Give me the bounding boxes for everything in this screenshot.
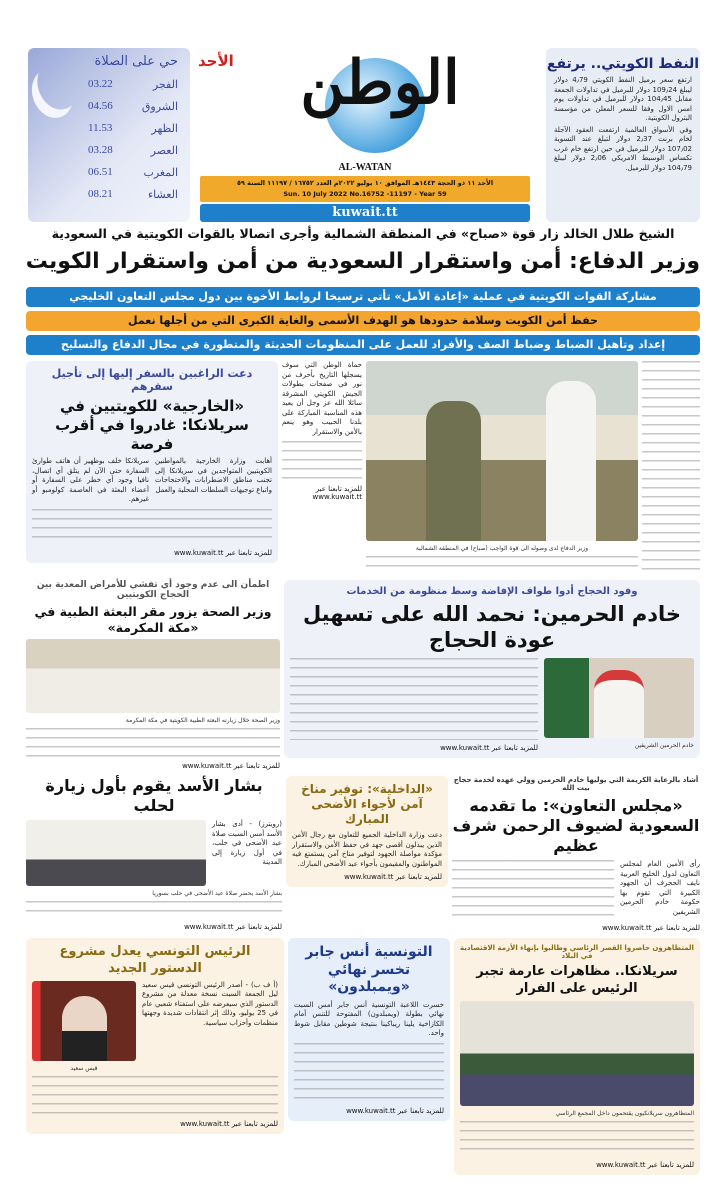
lead-body: حماة الوطن التي سوف يسجلها التاريخ بأحرف من نور في صفحات بطولات الجيش الكويتي المشرقة سائلا الله عز وجل أن يعيد هذه المناسبة المباركة على بلدنا الحبيب وهو ينعم بالأمن والاستقرار [282,361,362,436]
kicker: المتظاهرون حاصروا القصر الرئاسي وطالبوا بإنهاء الأزمة الاقتصادية في البلاد [460,944,694,961]
lead-kicker: الشيخ طلال الخالد زار قوة «صباح» في المنطقة الشمالية وأجرى اتصالا بالقوات الكويتية في السعودية [51,226,675,241]
lead-text-column [282,361,362,501]
body-lines [460,1121,694,1157]
prayer-time: 06.51 [88,166,113,178]
prayer-row [88,122,178,135]
hajj-photo-block [544,658,694,749]
prayer-title: حي على الصلاة [94,54,178,69]
body: (أ ف ب) - أصدر الرئيس التونسي قيس سعيد ليل الجمعة السبت نسخة معدلة من مشروع الدستور الذي سيعرضه على استفتاء شعبي عام في 25 يوليو، وذلك إثر انتقادات شديدة وجهتها منظمات وأحزاب سياسية. [142,980,279,1027]
prayer-name: العصر [150,145,178,157]
body-lines [294,1043,444,1103]
more-link[interactable]: للمزيد تابعنا عبر www.kuwait.tt [180,1119,278,1128]
lead-more-link[interactable]: للمزيد تابعنا عبر www.kuwait.tt [312,485,362,501]
lead-caption: وزير الدفاع لدى وصوله الى قوة الواجب (صباح) في المنطقة الشمالية [415,545,589,552]
protests-article [454,938,700,1175]
headline[interactable]: «الداخلية»: توفير مناخ آمن لأجواء الأضحى المبارك [301,782,433,827]
hajj-content [290,658,694,752]
headline[interactable]: «الخارجية» للكويتيين في سريلانكا: غادروا في أقرب فرصة [55,397,249,453]
more-link[interactable]: للمزيد تابعنا عبر www.kuwait.tt [596,1160,694,1169]
assad-photo [26,820,206,886]
caption: وزير الصحة خلال زيارته البعثة الطبية الكويتية في مكة المكرمة [125,717,280,725]
hajj-article [284,580,700,758]
lead-photo [366,361,638,541]
headline[interactable]: «مجلس التعاون»: ما تقدمه السعودية لضيوف الرحمن شرف عظيم [452,796,700,856]
headline[interactable]: بشار الأسد يقوم بأول زيارة لحلب [45,776,263,816]
tunisia-article [26,938,284,1134]
lead-body-column [642,361,700,571]
gcc-content [452,860,700,920]
kicker: أشاد بالرعاية الكريمة التي يوليها خادم الحرمين وولي عهده لخدمة حجاج بيت الله [453,776,699,793]
more-link[interactable]: للمزيد تابعنا عبر www.kuwait.tt [182,762,280,771]
oil-title: النفط الكويتي.. يرتفع [546,56,700,72]
prayer-times-box [28,48,190,222]
body: خسرت اللاعبة التونسية أنس جابر أمس السبت نهائي بطولة (ويمبلدون) المفتوحة للتنس أمام الكازاخية يلينا ريباكينا بنتيجة شوطين مقابل شوط واحد. [294,1000,444,1038]
prayer-row [88,78,178,91]
prayer-time: 08.21 [88,188,113,200]
assad-content [26,820,282,886]
king-photo [544,658,694,738]
prayer-time: 03.22 [88,78,113,90]
page-body [26,226,700,1183]
body: سريلانكا خلف بوظهير أن هاتف طوارئ السفارة حتى الآن لم يتلق أي اتصال، نافيا وجود أي خطر على السفارة أو أعضاء البعثة في العاصمة كولومبو أو غيرهم. [32,457,149,504]
hajj-text [290,658,538,752]
weekday-label: الأحد [198,52,234,70]
jabeur-article [288,938,450,1121]
caption: المتظاهرون سريلانكيون يقتحمون داخل المجمع الرئاسي [555,1109,694,1117]
body-lines [26,728,280,758]
headline[interactable]: وزير الصحة يزور مقر البعثة الطبية في «مكة المكرمة» [34,604,272,635]
crescent-moon-icon [31,55,86,116]
health-article [26,580,280,770]
kicker: دعت الراغبين بالسفر إليها إلى تأجيل سفرهم [51,367,253,393]
tunisia-photo-block [32,981,136,1072]
oil-paragraph: وفي الأسواق العالمية ارتفعت العقود الآجلة لخام برنت 2٫37 دولار لتبلغ عند التسوية 107٫02 دولار للبرميل في حين ارتفع خام غرب تكساس الوسيط الامريكي 2٫06 دولار ليبلغ 104٫79 دولار للبرميل. [554,125,693,172]
date-bar [200,176,530,202]
body-lines [290,658,538,740]
lead-band-3: إعداد وتأهيل الضباط وضباط الصف والأفراد للعمل على المنظومات الحديثة والمتطورة في مجال الدفاع والتسليح [26,335,700,355]
body: رأى الأمين العام لمجلس التعاون لدول الخليج العربية نايف الحجرف أن الجهود الكبيرة التي تقوم بها حكومة خادم الحرمين الشريفين [620,860,700,916]
oil-paragraph: ارتفع سعر برميل النفط الكويتي 4٫79 دولار ليبلغ 109٫24 دولار للبرميل في تداولات الجمعة مقابل 104٫45 دولار للبرميل في تداولات يوم امس الاول وفقا للسعر المعلن من مؤسسة البترول الكويتية. [554,76,692,122]
headline[interactable]: الرئيس التونسي يعدل مشروع الدستور الجديد [59,944,251,976]
prayer-name: العشاء [147,189,178,201]
more-link[interactable]: للمزيد تابعنا عبر www.kuwait.tt [440,743,538,752]
minister-figure [546,381,596,541]
date-arabic: الأحد ١١ ذو الحجة ١٤٤٣هـ الموافق ١٠ يوليو ٢٠٢٢م العدد ١٦٧٥٢ / ١١١٩٧ السنة ٥٩ [236,179,494,187]
more-link[interactable]: للمزيد تابعنا عبر www.kuwait.tt [344,873,442,882]
srilanka-advice-article [26,361,278,563]
king-figure [594,670,644,738]
more-link[interactable]: للمزيد تابعنا عبر www.kuwait.tt [602,924,700,933]
lead-band-2: حفظ أمن الكويت وسلامة حدودها هو الهدف الأسمى والغاية الكبرى التي من أجلها نعمل [26,311,700,331]
lead-body-lines [282,441,362,481]
body-lines [32,1076,278,1116]
lead-body-lines [366,556,638,574]
prayer-name: الظهر [151,123,178,135]
prayer-row [88,188,178,201]
body: دعت وزارة الداخلية الجميع للتعاون مع رجال الأمن الذين يبذلون أقصى جهد في حفظ الأمن والاستقرار مؤكدة مواصلة الجهود لتوفير مناخ آمن يستمتع فيه المواطنون والمقيمون بأجواء عيد الأضحى المبارك. [292,831,442,868]
headline[interactable]: خادم الحرمين: نحمد الله على تسهيل عودة الحجاج [302,602,682,653]
lead-photo-block [366,361,638,574]
body: (رويترز) - أدى بشار الأسد أمس السبت صلاة عيد الأضحى في حلب، في أول زيارة إلى المدينة [212,820,282,867]
gcc-article [452,776,700,932]
assad-caption: بشار الأسد يحضر صلاة عيد الأضحى في حلب بسوريا [152,890,282,898]
prayer-name: الشروق [141,101,178,113]
logo-text: الوطن [300,48,460,118]
caption: قيس سعيد [70,1064,98,1072]
prayer-row [88,166,178,179]
prayer-time: 03.28 [88,144,113,156]
body-lines [32,509,272,545]
assad-more-link[interactable]: للمزيد تابعنا عبر www.kuwait.tt [184,923,282,932]
body-lines [452,860,614,920]
more-link[interactable]: للمزيد تابعنا عبر www.kuwait.tt [346,1106,444,1115]
prayer-row [88,100,178,113]
body: أهابت وزارة الخارجية بالمواطنين الكويتيين المتواجدين في سريلانكا إلى تجنب مناطق الاضطرابات والاحتجاجات واتباع توجيهات السلطات المحلية والعمل [155,457,272,494]
kicker: وفود الحجاج أدوا طواف الإفاضة وسط منظومة من الخدمات [346,586,638,597]
assad-body-lines [26,901,282,919]
interior-article [286,776,448,887]
date-english: Sun. 10 July 2022 No.16752 -11197 - Year 59 [283,190,447,198]
president-photo [32,981,136,1061]
prayer-row [88,144,178,157]
prayer-name: الفجر [152,79,178,91]
body-columns [32,457,272,505]
president-figure [62,996,107,1061]
caption: خادم الحرمين الشريفين [634,741,694,749]
headline[interactable]: التونسية أنس جابر تخسر نهائي «ويمبلدون» [305,944,433,996]
lead-headline[interactable]: وزير الدفاع: أمن واستقرار السعودية من أمن واستقرار الكويت [26,249,700,274]
health-photo [26,639,280,713]
prayer-time: 11.53 [88,122,113,134]
oil-price-box [546,48,700,222]
more-link[interactable]: للمزيد تابعنا عبر www.kuwait.tt [174,548,272,557]
newspaper-logo[interactable] [240,48,520,160]
prayer-name: المغرب [143,167,178,179]
website-link[interactable]: kuwait.tt [200,204,530,222]
prayer-time: 04.56 [88,100,113,112]
tunisia-content [32,981,278,1072]
soldier-figure [426,401,481,541]
lead-band-1: مشاركة القوات الكويتية في عملية «إعادة الأمل» تأتي ترسيخا لروابط الأخوة بين دول مجلس التعاون الخليجي [26,287,700,307]
assad-article [26,776,282,931]
logo-latin: AL-WATAN [338,162,392,173]
protest-photo [460,1001,694,1106]
kicker: اطمأن الى عدم وجود أي تفشي للأمراض المعدية بين الحجاج الكويتيين [36,580,270,600]
headline[interactable]: سريلانكا.. مظاهرات عارمة تجبر الرئيس على الفرار [476,964,678,996]
